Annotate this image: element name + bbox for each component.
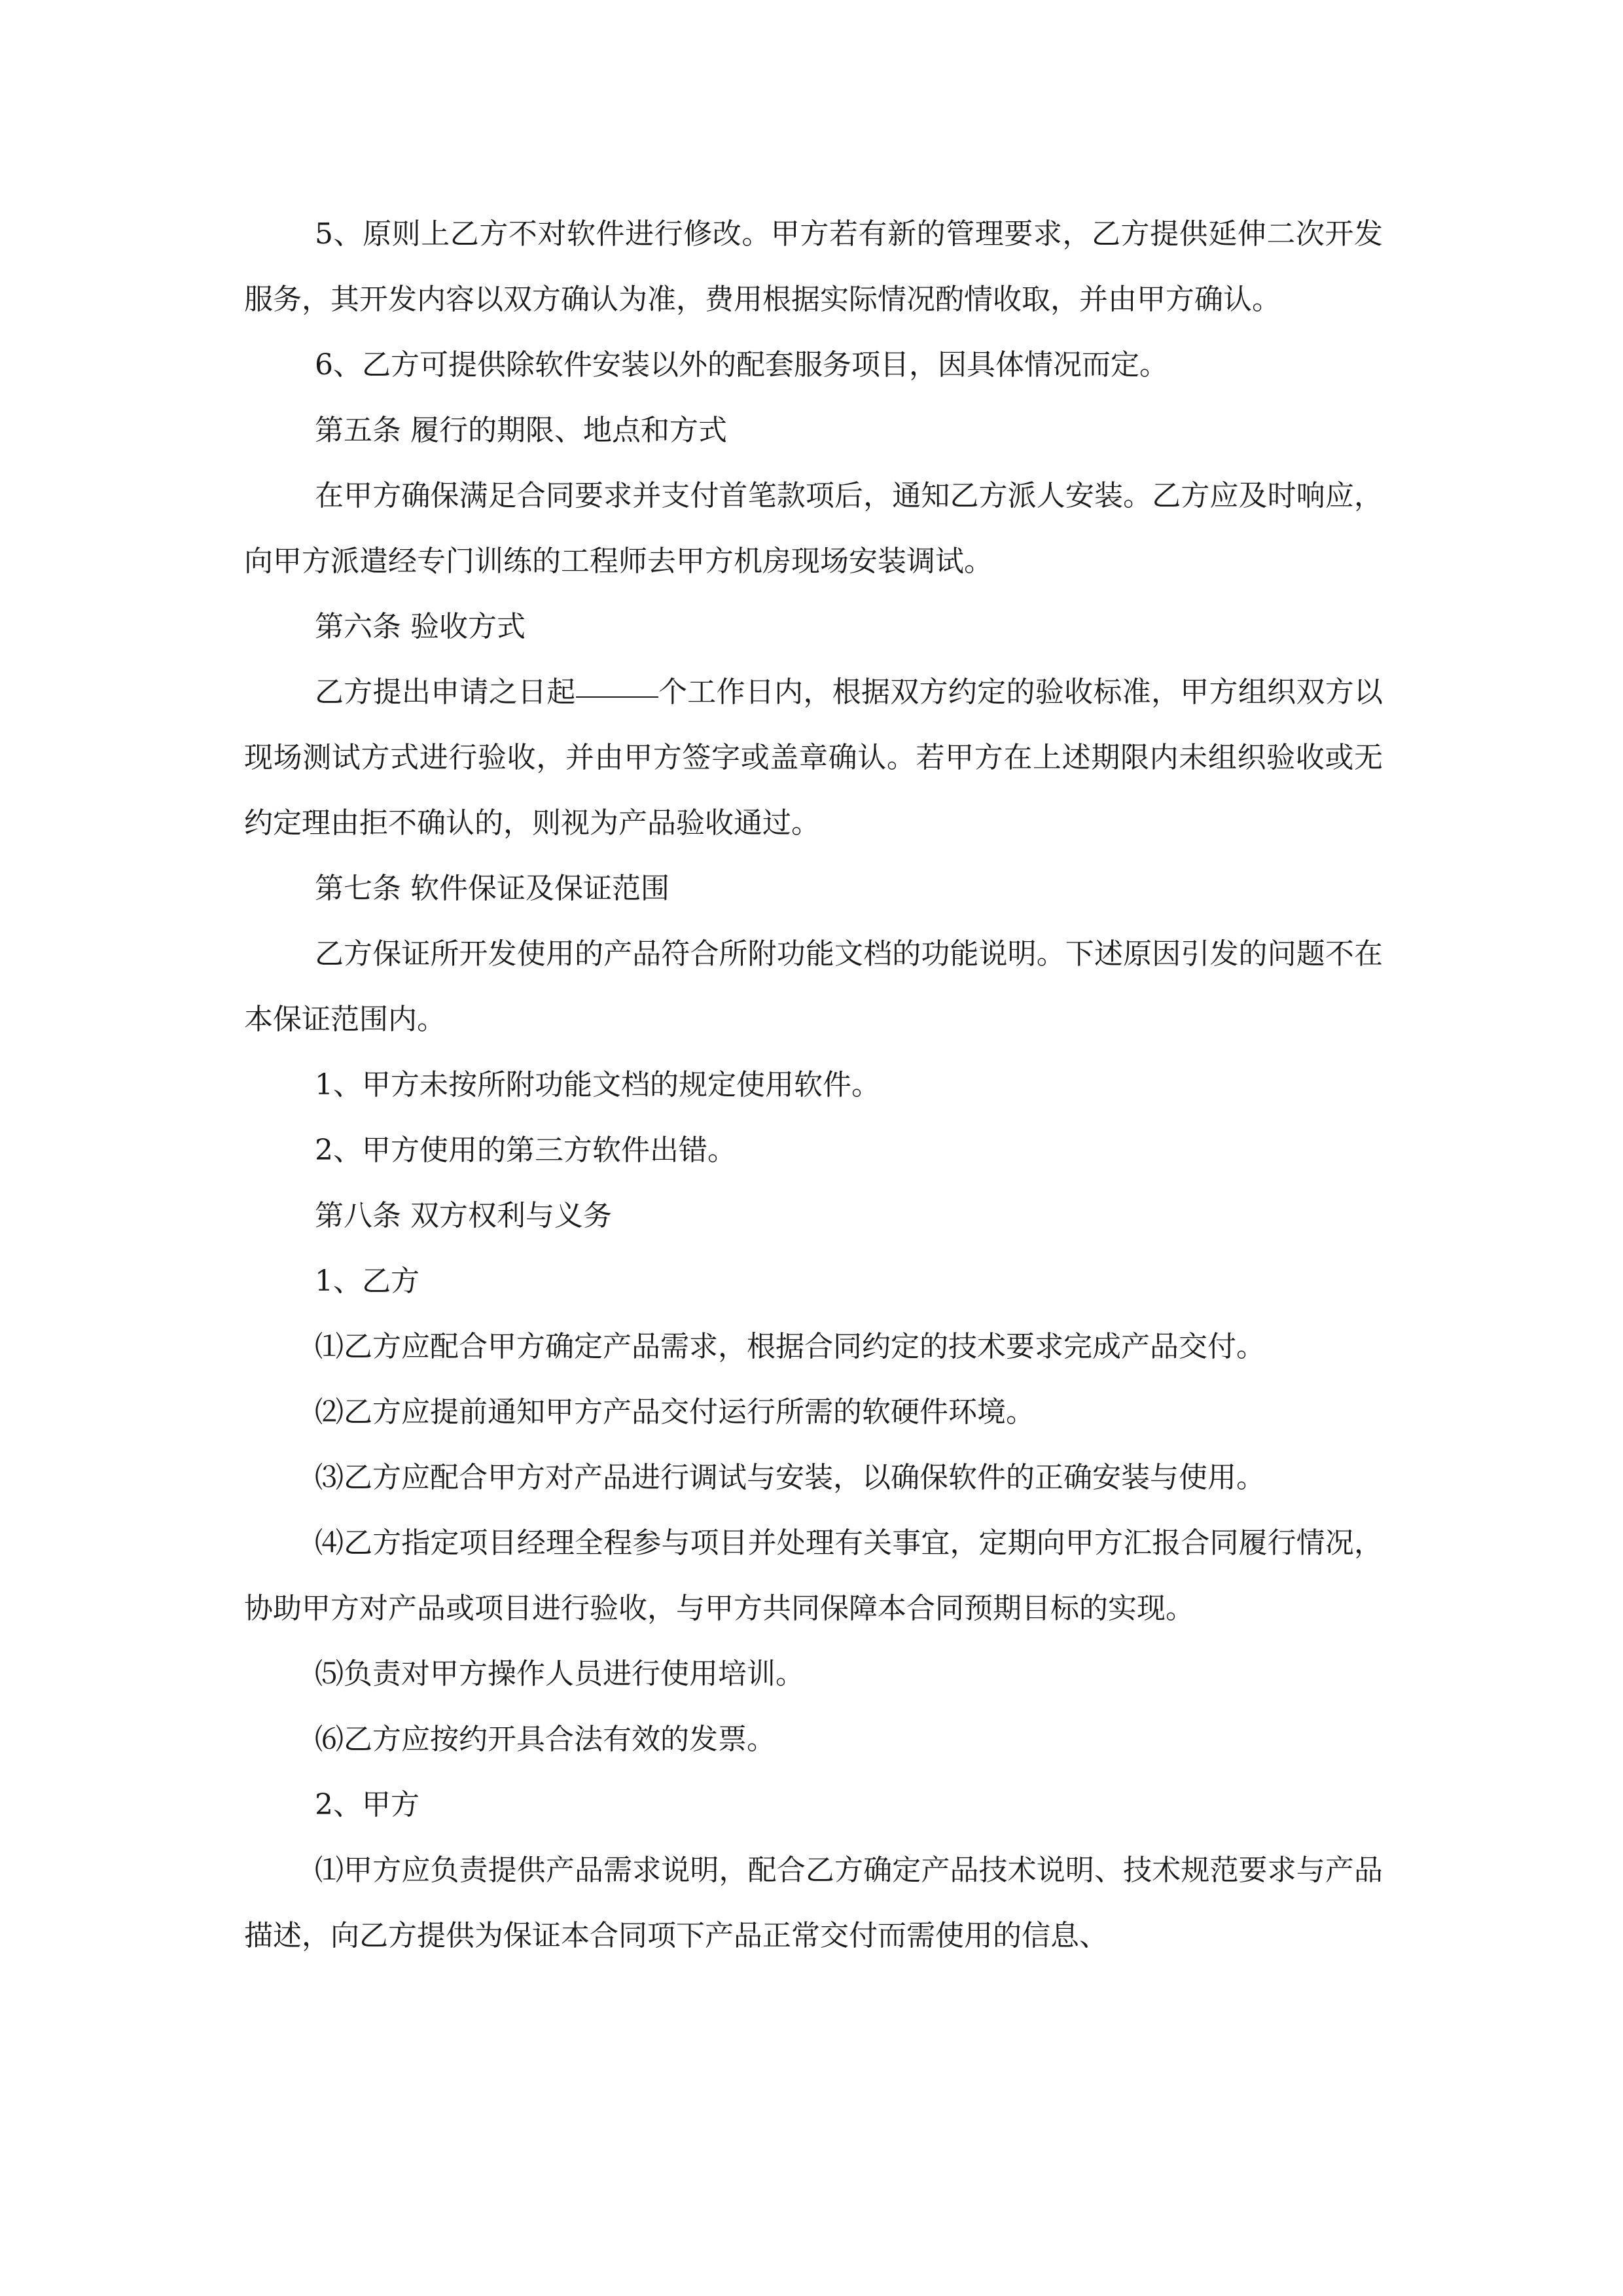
article-5-heading: 第五条 履行的期限、地点和方式 [315, 414, 727, 447]
clause-6-paragraph: 6、乙方可提供除软件安装以外的配套服务项目，因具体情况而定。 [315, 348, 1168, 382]
party-b-item-2: ⑵乙方应提前通知甲方产品交付运行所需的软硬件环境。 [315, 1395, 1035, 1429]
party-b-item-5: ⑸负责对甲方操作人员进行使用培训。 [315, 1657, 804, 1691]
party-b-heading: 1、乙方 [315, 1265, 419, 1298]
acceptance-text-start: 乙方提出申请之日起 [315, 675, 576, 709]
article-5-paragraph: 在甲方确保满足合同要求并支付首笔款项后，通知乙方派人安装。乙方应及时响应，向甲方派遣经专门训练的工程师去甲方机房现场安装调试。 [244, 479, 1383, 578]
article-7-paragraph: 乙方保证所开发使用的产品符合所附功能文档的功能说明。下述原因引发的问题不在本保证范围内。 [244, 937, 1383, 1036]
article-6-paragraph [244, 660, 1383, 856]
acceptance-text-end: 个工作日内，根据双方约定的验收标准，甲方组织双方以现场测试方式进行验收，并由甲方签字或盖章确认。若甲方在上述期限内未组织验收或无约定理由拒不确认的，则视为产品验收通过。 [244, 675, 1383, 840]
article-6-heading: 第六条 验收方式 [315, 610, 526, 643]
party-b-item-1: ⑴乙方应配合甲方确定产品需求，根据合同约定的技术要求完成产品交付。 [315, 1330, 1265, 1363]
clause-5-paragraph: 5、原则上乙方不对软件进行修改。甲方若有新的管理要求，乙方提供延伸二次开发服务，其开发内容以双方确认为准，费用根据实际情况酌情收取，并由甲方确认。 [244, 217, 1383, 316]
contract-body [244, 202, 1383, 1969]
party-b-item-3: ⑶乙方应配合甲方对产品进行调试与安装，以确保软件的正确安装与使用。 [315, 1461, 1265, 1494]
exclusion-item-1: 1、甲方未按所附功能文档的规定使用软件。 [315, 1068, 880, 1102]
article-8-heading: 第八条 双方权利与义务 [315, 1199, 612, 1232]
article-7-heading: 第七条 软件保证及保证范围 [315, 872, 669, 905]
party-a-heading: 2、甲方 [315, 1788, 419, 1821]
party-a-item-1: ⑴甲方应负责提供产品需求说明，配合乙方确定产品技术说明、技术规范要求与产品描述，向乙方提供为保证本合同项下产品正常交付而需使用的信息、 [244, 1854, 1383, 1952]
exclusion-item-2: 2、甲方使用的第三方软件出错。 [315, 1134, 736, 1167]
fill-in-blank [576, 696, 658, 698]
party-b-item-6: ⑹乙方应按约开具合法有效的发票。 [315, 1723, 776, 1756]
party-b-item-4: ⑷乙方指定项目经理全程参与项目并处理有关事宜，定期向甲方汇报合同履行情况，协助甲方对产品或项目进行验收，与甲方共同保障本合同预期目标的实现。 [244, 1526, 1383, 1625]
